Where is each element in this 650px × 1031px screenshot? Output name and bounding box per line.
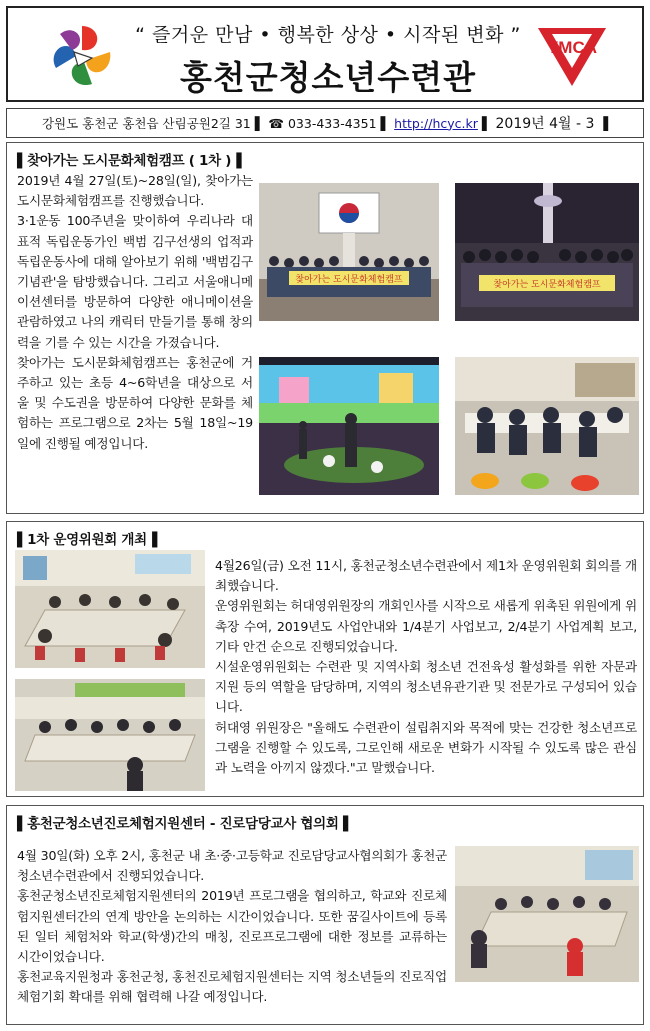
paragraph: 2019년 4월 27일(토)~28일(일), 찾아가는 도시문화체험캠프를 진행했습니다. (17, 173, 253, 209)
phone-number: 033-433-4351 (287, 115, 377, 131)
committee-section (6, 521, 644, 797)
newsletter-header (6, 6, 644, 102)
paragraph: 홍천군청소년진로체험지원센터의 2019년 프로그램을 협의하고, 학교와 진로체험지원센터간의 연계 방안을 논의하는 시간이었습니다. 또한 꿈길사이트에 등록된 일터 체험처와 학교(학생)간의 매칭, 진로프로그램에 대한 정보를 교류하는 시간이었습니다. (17, 888, 447, 965)
separator: ▌ (481, 115, 492, 131)
photo-group-tower-night (455, 183, 639, 321)
paragraph: 허대영 위원장은 "올해도 수련관이 설립취지와 목적에 맞는 건강한 청소년프로그램을 진행할 수 있도록, 그로인해 새로운 변화가 시작될 수 있도록 많은 관심과 노력을 아끼지 않겠다."고 말했습니다. (215, 719, 637, 776)
separator: ▌ (380, 115, 391, 131)
photo-teacher-council (455, 846, 639, 982)
career-section (6, 805, 644, 1025)
committee-article-text (215, 556, 637, 778)
organization-name: 홍천군청소년수련관 (180, 58, 476, 97)
section-title: ▌1차 운영위원회 개최▐ (17, 532, 158, 548)
separator: ▐ (598, 115, 609, 131)
paragraph: 운영위원회는 허대영위원장의 개회인사를 시작으로 새롭게 위촉된 위원에게 위촉장 수여, 2019년도 사업안내와 1/4분기 사업보고, 2/4분기 사업계획 보고, 기타 안건 순으로 진행되었습니다. (215, 598, 637, 654)
camp-section (6, 142, 644, 514)
paragraph: 찾아가는 도시문화체험캠프는 홍천군에 거주하고 있는 초등 4~6학년을 대상으로 서울 및 수도권을 방문하여 다양한 문화를 체험하는 프로그램으로 2차는 5월 18일~19일에 진행될 예정입니다. (17, 354, 253, 451)
youth-center-logo (48, 22, 116, 90)
info-bar (6, 108, 644, 138)
paragraph: 홍천교육지원청과 홍천군청, 홍천진로체험지원센터는 지역 청소년들의 진로직업체험기회 확대를 위해 협력해 나갈 예정입니다. (17, 969, 447, 1005)
camp-article-text (17, 171, 253, 454)
website-link[interactable]: http://hcyc.kr (394, 115, 478, 131)
section-title: ▌찾아가는 도시문화체험캠프 ( 1차 )▐ (17, 153, 242, 169)
photo-character-making (455, 357, 639, 495)
photo-banner-text: 찾아가는 도시문화체험캠프 (493, 280, 601, 290)
paragraph: 4월 30일(화) 오후 2시, 홍천군 내 초·중·고등학교 진로담당교사협의회가 홍천군청소년수련관에서 진행되었습니다. (17, 848, 447, 884)
photo-committee-meeting-2 (15, 679, 205, 791)
issue-label: 2019년 4월 - 3 (495, 116, 595, 132)
address-text: 강원도 홍천군 홍천읍 산림공원2길 31 (41, 116, 251, 131)
ymca-logo (536, 26, 608, 88)
section-title: ▌홍천군청소년진로체험지원센터 - 진로담당교사 협의회 ▌ (17, 816, 354, 832)
separator: ▌ (254, 115, 265, 131)
ymca-logo-text: YMCA (546, 38, 598, 57)
photo-animation-center (259, 357, 439, 495)
paragraph: 4월26일(금) 오전 11시, 홍천군청소년수련관에서 제1차 운영위원회 회의를 개최했습니다. (215, 558, 637, 594)
paragraph: 3·1운동 100주년을 맞이하여 우리나라 대표적 독립운동가인 백범 김구선생의 업적과 독립운동사에 대해 알아보기 위해 '백범김구기념관'을 탐방했습니다. 그리고 서울애니메이션센터를 방문하여 다양한 애니메이션을 관람하였고 나의 캐릭터 만들기를 통해 창의력을 기를 수 있는 시간을 가졌습니다. (17, 213, 253, 350)
phone-icon: ☎ (268, 115, 284, 131)
photo-group-memorial (259, 183, 439, 321)
newsletter-slogan: “ 즐거운 만남 • 행복한 상상 • 시작된 변화 ” (135, 24, 521, 46)
photo-committee-meeting-1 (15, 550, 205, 668)
photo-banner-text: 찾아가는 도시문화체험캠프 (295, 275, 403, 285)
career-article-text (17, 846, 447, 1008)
paragraph: 시설운영위원회는 수련관 및 지역사회 청소년 건전육성 활성화를 위한 자문과 지원 등의 역할을 담당하며, 지역의 청소년유관기관 및 전문가로 구성되어 있습니다. (215, 659, 637, 715)
